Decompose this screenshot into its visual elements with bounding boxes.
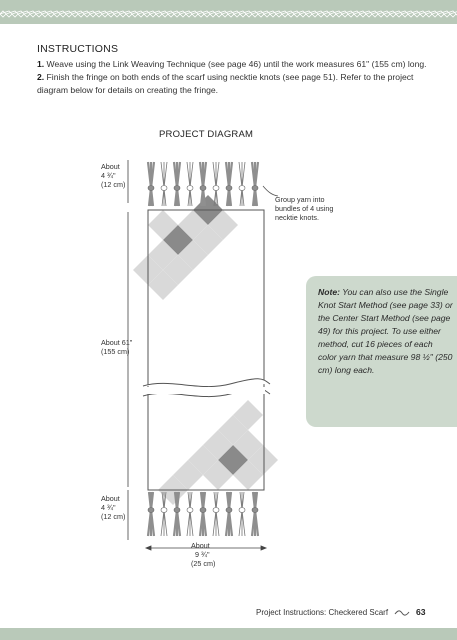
fringe-strand: [164, 162, 167, 206]
fringe-strand: [239, 492, 242, 536]
necktie-knot: [213, 508, 219, 513]
bottom-decorative-band: [0, 628, 457, 640]
footer-title: Project Instructions: Checkered Scarf: [256, 608, 389, 617]
fringe-callout: Group yarn into bundles of 4 using necktie knots.: [275, 195, 334, 222]
necktie-knot: [187, 186, 193, 191]
step-2-number: 2.: [37, 72, 45, 82]
fringe-strand: [239, 162, 242, 206]
top-fringe-label: About 4 ¾" (12 cm): [101, 162, 126, 189]
fringe-strand: [242, 492, 245, 536]
necktie-knot: [252, 508, 258, 513]
note-lead: Note:: [318, 287, 340, 297]
necktie-knot: [187, 508, 193, 513]
bottom-fringe-label: About 4 ¾" (12 cm): [101, 494, 126, 521]
necktie-knot: [174, 508, 180, 513]
necktie-knot: [148, 186, 154, 191]
fringe-strand: [161, 492, 164, 536]
instructions-heading: INSTRUCTIONS: [37, 43, 119, 55]
step-1-number: 1.: [37, 59, 45, 69]
fringe-strand: [242, 162, 245, 206]
necktie-knot: [239, 508, 245, 513]
note-text: [318, 286, 453, 377]
fringe-strand: [187, 492, 190, 536]
fringe-strand: [213, 492, 216, 536]
checker-pattern-top: [133, 195, 238, 300]
break-mark-upper: [143, 379, 270, 387]
fringe-strand: [161, 162, 164, 206]
squiggle-icon: [394, 609, 410, 617]
necktie-knot: [148, 508, 154, 513]
note-body: You can also use the Single Knot Start Method (see page 33) or the Center Start Method (see page 49) for this project. To use either method, cut 16 pieces of each color yarn that measure 98 ½" (250 cm) long each.: [318, 287, 453, 375]
fringe-strand: [187, 162, 190, 206]
length-label: About 61" (155 cm): [101, 338, 133, 356]
step-2-text: Finish the fringe on both ends of the scarf using necktie knots (see page 51). Refer to the project diagram below for details on creating the fringe.: [37, 72, 414, 95]
fringe-top: [148, 162, 258, 206]
fringe-strand: [190, 162, 193, 206]
necktie-knot: [161, 508, 167, 513]
necktie-knot: [252, 186, 258, 191]
fringe-strand: [164, 492, 167, 536]
necktie-knot: [200, 508, 206, 513]
diagram-title: PROJECT DIAGRAM: [159, 129, 254, 140]
necktie-knot: [174, 186, 180, 191]
fringe-strand: [213, 162, 216, 206]
necktie-knot: [161, 186, 167, 191]
page-number: 63: [416, 607, 426, 617]
necktie-knot: [226, 508, 232, 513]
necktie-knot: [213, 186, 219, 191]
checker-pattern-bottom: [158, 400, 278, 505]
note-box: [306, 276, 457, 427]
break-gap: [147, 387, 265, 394]
step-1-text: Weave using the Link Weaving Technique (see page 46) until the work measures 61" (155 cm) long.: [44, 59, 427, 69]
necktie-knot: [200, 186, 206, 191]
width-label: About 9 ¾" (25 cm): [191, 541, 216, 568]
fringe-bottom: [148, 492, 258, 536]
fringe-strand: [190, 492, 193, 536]
necktie-knot: [226, 186, 232, 191]
fringe-strand: [216, 492, 219, 536]
fringe-strand: [216, 162, 219, 206]
necktie-knot: [239, 186, 245, 191]
